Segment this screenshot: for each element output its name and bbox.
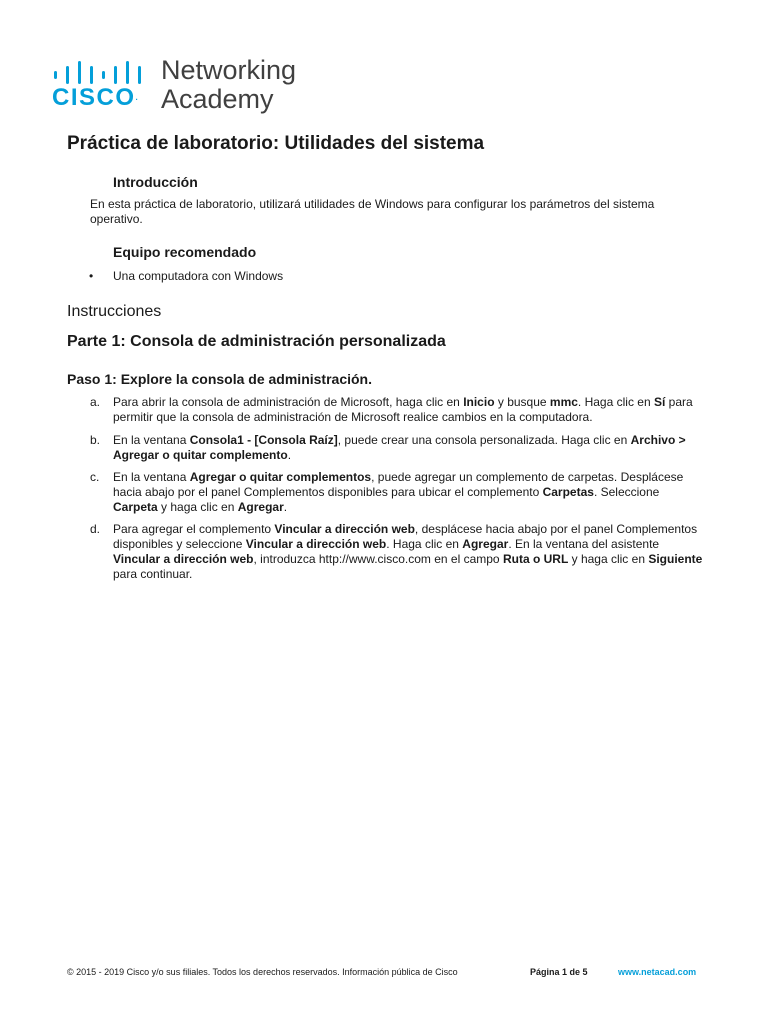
text-run: Para abrir la consola de administración de Microsoft, haga clic en: [113, 395, 464, 409]
text-run: .: [283, 500, 288, 514]
step-item-b: [113, 433, 703, 463]
cisco-bars-icon: [52, 60, 150, 86]
cisco-wordmark: CISCO.: [52, 84, 138, 111]
step-item-a: [113, 395, 703, 425]
bold-term: Vincular a dirección web: [274, 522, 415, 536]
text-run: . Haga clic en: [577, 395, 654, 409]
text-run: .: [287, 448, 292, 462]
text-run: . Seleccione: [593, 485, 660, 499]
bold-term: Siguiente: [648, 552, 703, 566]
bold-term: mmc: [549, 395, 578, 409]
bold-term: Consola1 - [Consola Raíz]: [189, 433, 338, 447]
text-run: y busque: [494, 395, 550, 409]
logo-line-academy: Academy: [161, 84, 274, 114]
text-run: , puede crear una consola personalizada. Haga clic en: [337, 433, 631, 447]
footer-page-number: Página 1 de 5: [530, 967, 588, 977]
text-run: En la ventana: [113, 433, 190, 447]
item-marker-a: a.: [90, 395, 101, 409]
text-run: . Haga clic en: [386, 537, 463, 551]
bold-term: Agregar o quitar complementos: [189, 470, 372, 484]
logo-line-networking: Networking: [161, 55, 297, 85]
bold-term: Inicio: [463, 395, 495, 409]
text-run: y haga clic en: [568, 552, 649, 566]
step-item-c: [113, 470, 703, 515]
part1-heading: Parte 1: Consola de administración personalizada: [67, 333, 446, 350]
text-run: , puede agregar un complemento de carpetas. Desplácese hacia abajo por el panel Complementos disponibles para ubicar el complemento: [113, 470, 684, 499]
bold-term: Carpeta: [113, 500, 158, 514]
footer-url-link[interactable]: www.netacad.com: [618, 967, 697, 977]
text-run: para permitir que la consola de administración de Microsoft realice cambios en la computadora.: [113, 395, 693, 424]
bold-term: Carpetas: [542, 485, 594, 499]
text-run: En la ventana: [113, 470, 190, 484]
step1-heading: Paso 1: Explore la consola de administración.: [67, 371, 372, 387]
intro-text: En esta práctica de laboratorio, utilizará utilidades de Windows para configurar los parámetros del sistema operativo.: [90, 197, 655, 226]
footer-copyright: © 2015 - 2019 Cisco y/o sus filiales. Todos los derechos reservados. Información pública de Cisco: [67, 967, 458, 977]
text-run: Para agregar el complemento: [113, 522, 275, 536]
text-run: , introduzca http://www.cisco.com en el campo: [253, 552, 503, 566]
step-item-d: [113, 522, 703, 582]
bold-term: Ruta o URL: [502, 552, 569, 566]
networking-academy-logo: [52, 56, 312, 116]
item-marker-b: b.: [90, 433, 101, 447]
document-title: Práctica de laboratorio: Utilidades del sistema: [67, 133, 485, 154]
text-run: , desplácese hacia abajo por el panel Complementos disponibles y seleccione: [113, 522, 698, 551]
equipment-heading: Equipo recomendado: [113, 244, 257, 260]
bold-term: Sí: [653, 395, 666, 409]
bold-term: Vincular a dirección web: [113, 552, 254, 566]
text-run: para continuar.: [113, 567, 193, 581]
bold-term: Agregar: [237, 500, 284, 514]
item-marker-d: d.: [90, 522, 101, 536]
bold-term: Vincular a dirección web: [245, 537, 387, 551]
equipment-item: Una computadora con Windows: [113, 269, 284, 283]
text-run: . En la ventana del asistente: [508, 537, 660, 551]
text-run: y haga clic en: [157, 500, 238, 514]
bold-term: Archivo > Agregar o quitar complemento: [113, 433, 686, 462]
instructions-heading: Instrucciones: [67, 303, 162, 320]
item-marker-c: c.: [90, 470, 100, 484]
bullet-icon: •: [89, 269, 94, 283]
intro-heading: Introducción: [113, 174, 198, 190]
bold-term: Agregar: [462, 537, 509, 551]
